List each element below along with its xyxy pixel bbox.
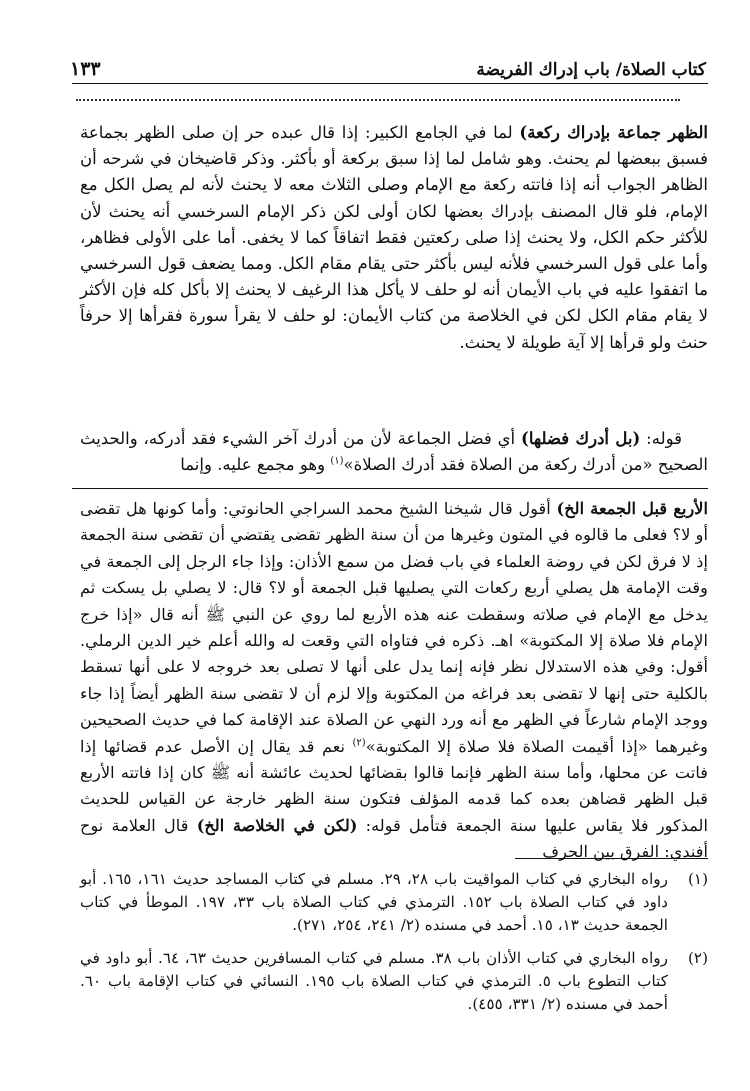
footnote-text: رواه البخاري في كتاب الأذان باب ٣٨. مسلم في كتاب المسافرين حديث ٦٣، ٦٤. أبو داود في كتاب التطوع باب ٥. الترمذي في كتاب الصلاة باب ١٩٥. النسائي في كتاب الإقامة باب ٦٠. أحمد في مسنده (٢/ ٣٣١، ٤٥٥). — [80, 949, 668, 1013]
qawluh-prefix: قوله: — [640, 429, 683, 448]
gloss-body-3: قال العلامة نوح أفندي: الفرق بين الحرف — [80, 815, 708, 862]
qawluh-body-1: أي فضل الجماعة لأن من أدرك آخر الشيء فقد أدركه، والحديث الصحيح «من أدرك ركعة من الصلاة فقد أدرك الصلاة» — [80, 429, 708, 475]
footnote-number: (٢) — [687, 949, 708, 967]
main-bold-lead: الظهر جماعة بإدراك ركعة) — [519, 123, 708, 142]
qawluh-bold: (بل أدرك فضلها) — [521, 429, 641, 448]
gloss-body-2: نعم قد يقال إن الأصل عدم قضائها إذا فاتت عن محلها، وأما سنة الظهر فإنما قالوا بقضائها لحديث عائشة أنه ﷺ كان إذا فاتته الأربع قبل الظهر قضاهن بعده كما قدمه المؤلف فتكون سنة الظهر خارجة عن القياس للحديث المذكور فلا يقاس عليها سنة الجمعة فتأمل قوله: — [80, 736, 708, 835]
footnote — [80, 947, 708, 1016]
dotted-separator — [76, 99, 680, 101]
footnotes — [80, 868, 708, 1026]
header-rule — [72, 83, 708, 84]
qawluh-paragraph — [80, 426, 708, 478]
footnote-rule — [515, 858, 708, 859]
main-body: لما في الجامع الكبير: إذا قال عبده حر إن صلى الظهر بجماعة فسبق ببعضها لم يحنث. وهو شامل لما إذا سبق بركعة أو بأكثر. وذكر قاضيخان في شرحه أن الظاهر الجواب أنه إذا فاتته ركعة مع الإمام وصلى الثلاث معه لا يحنث لأنه لم يصل الكل مع الإمام، فلو قال المصنف بإدراك بعضها لكان أولى لكن ذكر الإمام السرخسي أنه يحنث لأن للأكثر حكم الكل، ولا يحنث إذا صلى ركعتين فقط اتفاقاً كما لا يخفى. أما على الأولى فظاهر، وأما على قول السرخسي فلأنه ليس بأكثر حتى يقام مقام الكل. ومما يضعف قول السرخسي ما اتفقوا عليه في باب الأيمان أنه لو حلف لا يأكل هذا الرغيف لا يحنث إلا بأكل كله فإن الأكثر لا يقام مقام الكل لكن في الخلاصة من كتاب الأيمان: لو حلف لا يقرأ سورة فقرأها إلا حرفاً حنث ولو قرأها إلا آية طويلة لا يحنث. — [80, 123, 708, 352]
page-number: ١٣٣ — [70, 58, 101, 80]
qawluh-body-2: وهو مجمع عليه. وإنما — [180, 455, 331, 475]
footnote-ref-1: (١) — [330, 455, 344, 467]
main-paragraph — [80, 120, 708, 356]
gloss-rule — [72, 488, 708, 489]
qawluh-line — [80, 426, 708, 478]
footnote-ref-2: (٢) — [352, 737, 366, 749]
gloss-body-1: أقول قال شيخنا الشيخ محمد السراجي الحانوتي: وأما كونها هل تقضى أو لا؟ فعلى ما قالوه في المتون وغيرها من أن سنة الظهر تقضى يقتضي أن تقضى سنة الجمعة إذ لا فرق لكن في روضة العلماء في باب فضل من سمع الأذان: وإذا جاء الرجل إلى الجمعة في وقت الإمامة هل يصلي أربع ركعات التي يصليها قبل الجمعة أو لا؟ قال: لا يصلي بل يسكت ثم يدخل مع الإمام في صلاته وسقطت عنه هذه الأربع لما روي عن النبي ﷺ أنه قال «إذا خرج الإمام فلا صلاة إلا المكتوبة» اهـ. ذكره في فتاواه التي وقعت له والله أعلم خير الدين الرملي. أقول: وفي هذه الاستدلال نظر فإنه إنما يدل على أنها لا تصلى بعد خروجه لا على أنها تسقط بالكلية حتى إنها لا تقضى بعد فراغه من المكتوبة وإلا لزم أن لا تقضى سنة الظهر أيضاً إذا جاء ووجد الإمام شارعاً في الظهر مع أنه ورد النهي عن الصلاة عند الإقامة كما في حديث الصحيحين وغيرهما «إذا أقيمت الصلاة فلا صلاة إلا المكتوبة» — [80, 499, 708, 756]
gloss-text — [80, 496, 708, 866]
page-header — [70, 50, 706, 80]
gloss-paragraph — [80, 496, 708, 866]
gloss-bold-lead: الأربع قبل الجمعة الخ) — [556, 499, 708, 518]
main-text — [80, 120, 708, 356]
footnote — [80, 868, 708, 937]
running-title: كتاب الصلاة/ باب إدراك الفريضة — [476, 60, 706, 80]
footnote-text: رواه البخاري في كتاب المواقيت باب ٢٨، ٢٩. مسلم في كتاب المساجد حديث ١٦١، ١٦٥. أبو داود في كتاب الصلاة باب ١٥٢. الترمذي في كتاب الصلاة باب ٣٣، ١٩٧. الموطأ في كتاب الجمعة حديث ١٣، ١٥. أحمد في مسنده (٢/ ٢٤١، ٢٥٤، ٢٧١). — [80, 870, 669, 934]
gloss-bold-2: (لكن في الخلاصة الخ) — [196, 815, 358, 835]
footnote-number: (١) — [687, 870, 708, 888]
